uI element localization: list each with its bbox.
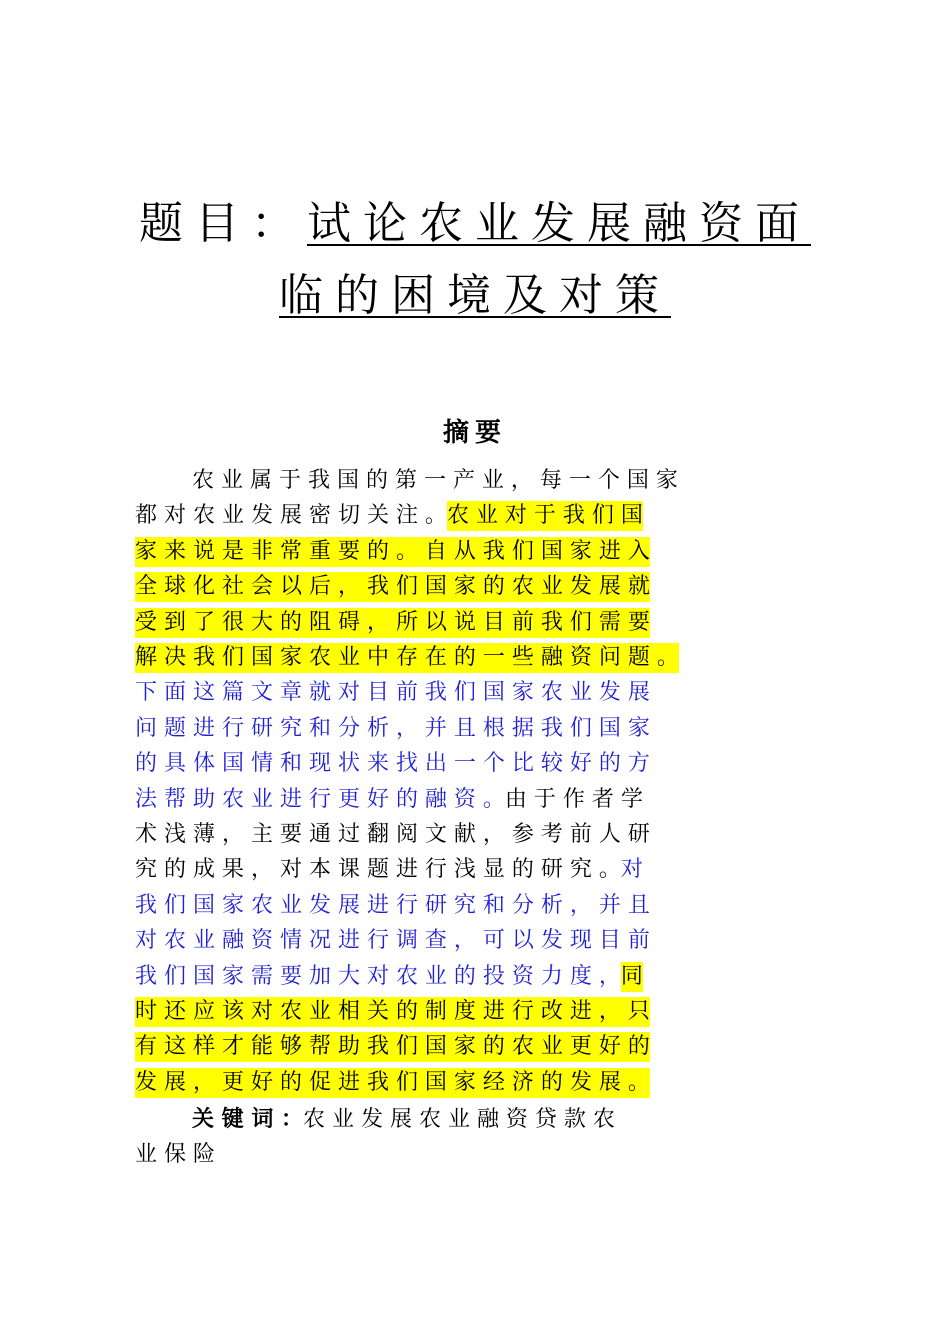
abstract-heading: 摘要 — [442, 418, 507, 448]
abstract-line — [135, 607, 650, 639]
title-prefix: 题目： — [139, 198, 307, 249]
abstract-line — [135, 571, 650, 603]
keywords-line-1 — [192, 1104, 615, 1136]
text-segment: 全 球 化 社 会 以 后 ， 我 们 国 家 的 农 业 发 展 就 — [135, 572, 650, 602]
title-line-1 — [0, 194, 950, 254]
text-segment: 时 还 应 该 对 农 业 相 关 的 制 度 进 行 改 进 ， 只 — [135, 997, 650, 1027]
text-segment: 家 来 说 是 非 常 重 要 的 。 自 从 我 们 国 家 进 入 — [135, 537, 650, 567]
text-segment: 问 题 进 行 研 究 和 分 析 ， 并 且 根 据 我 们 国 家 — [135, 716, 650, 741]
title-text-1: 试论农业发展融资面 — [307, 198, 811, 249]
text-segment: 同 — [621, 962, 643, 992]
text-segment: 有 这 样 才 能 够 帮 助 我 们 国 家 的 农 业 更 好 的 — [135, 1032, 650, 1062]
abstract-line — [135, 500, 643, 532]
title-text-2: 临的困境及对策 — [279, 270, 671, 321]
abstract-line — [135, 536, 650, 568]
text-segment: 发 展 ， 更 好 的 促 进 我 们 国 家 经 济 的 发 展 。 — [135, 1068, 650, 1098]
title-line-2 — [0, 266, 950, 326]
keywords-label: 关 键 词 ： — [192, 1107, 303, 1132]
text-segment: 对 农 业 融 资 情 况 进 行 调 查 ， 可 以 发 现 目 前 — [135, 928, 650, 953]
abstract-line — [135, 748, 650, 780]
text-segment: 对 — [620, 857, 643, 882]
text-segment: 农 业 属 于 我 国 的 第 一 产 业 ， 每 一 个 国 家 — [192, 468, 678, 493]
text-segment: 都 对 农 业 发 展 密 切 关 注 。 — [135, 503, 447, 528]
keywords-values-cont: 业 保 险 — [135, 1142, 215, 1167]
abstract-line — [135, 961, 643, 993]
abstract-line — [135, 642, 679, 674]
text-segment: 农 业 对 于 我 们 国 — [447, 501, 643, 531]
text-segment: 下 面 这 篇 文 章 就 对 目 前 我 们 国 家 农 业 发 展 — [135, 680, 650, 705]
abstract-line — [135, 854, 643, 886]
text-segment: 我 们 国 家 农 业 发 展 进 行 研 究 和 分 析 ， 并 且 — [135, 893, 650, 918]
text-segment: 术 浅 薄 ， 主 要 通 过 翻 阅 文 献 ， 参 考 前 人 研 — [135, 822, 650, 847]
text-segment: 由 于 作 者 学 — [504, 787, 643, 812]
abstract-line — [135, 819, 650, 851]
abstract-line — [135, 713, 650, 745]
abstract-line — [192, 465, 678, 497]
abstract-line — [135, 925, 650, 957]
abstract-line — [135, 996, 650, 1028]
keywords-line-2 — [135, 1139, 215, 1171]
abstract-line — [135, 677, 650, 709]
text-segment: 法 帮 助 农 业 进 行 更 好 的 融 资 。 — [135, 787, 505, 812]
text-segment: 解 决 我 们 国 家 农 业 中 存 在 的 一 些 融 资 问 题 。 — [135, 643, 679, 673]
abstract-line — [135, 890, 650, 922]
text-segment: 受 到 了 很 大 的 阻 碍 ， 所 以 说 目 前 我 们 需 要 — [135, 608, 650, 638]
abstract-line — [135, 1067, 650, 1099]
keywords-values: 农 业 发 展 农 业 融 资 贷 款 农 — [302, 1107, 615, 1132]
abstract-line — [135, 784, 643, 816]
text-segment: 的 具 体 国 情 和 现 状 来 找 出 一 个 比 较 好 的 方 — [135, 751, 650, 776]
abstract-line — [135, 1031, 650, 1063]
text-segment: 我 们 国 家 需 要 加 大 对 农 业 的 投 资 力 度 ， — [135, 964, 621, 989]
text-segment: 究 的 成 果 ， 对 本 课 题 进 行 浅 显 的 研 究 。 — [135, 857, 621, 882]
